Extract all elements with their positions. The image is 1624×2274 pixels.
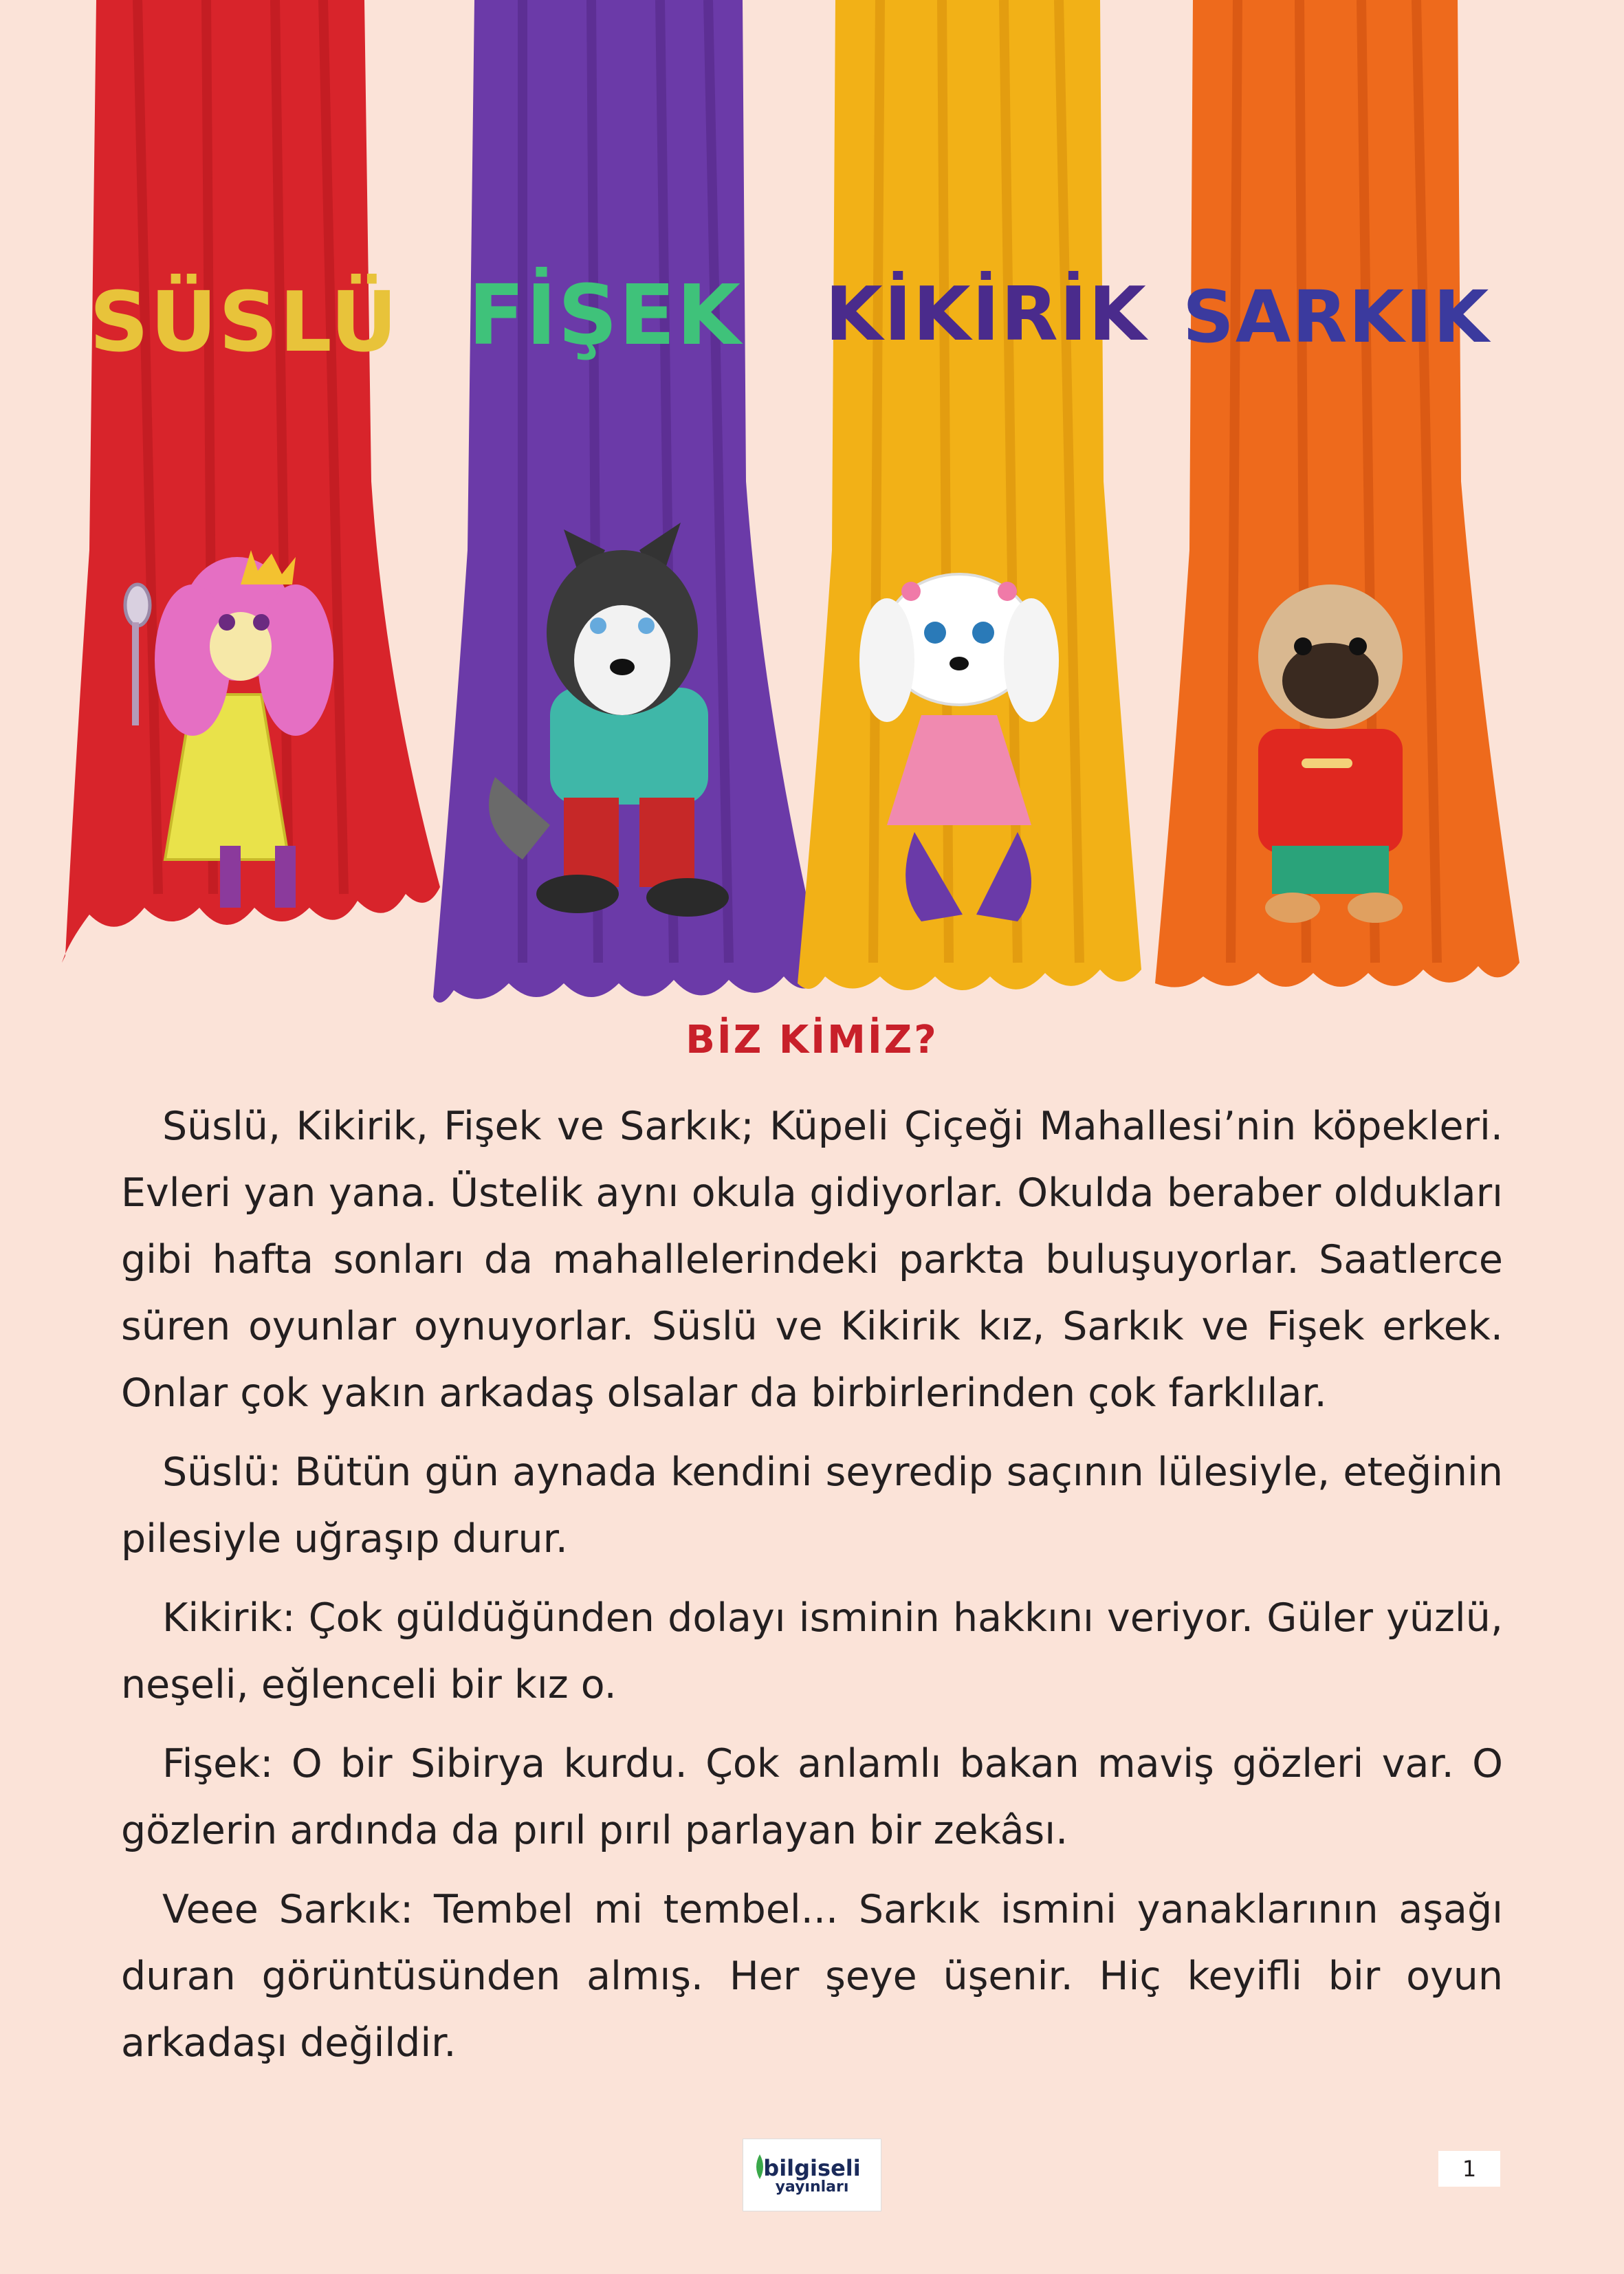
page-title: BİZ KİMİZ? — [685, 1018, 939, 1062]
paragraph-fisek: Fişek: O bir Sibirya kurdu. Çok anlamlı bakan maviş gözleri var. O gözlerin ardında da pırıl pırıl parlayan bir zekâsı. — [121, 1741, 1503, 1853]
banner-label-kikirik: KİKİRİK — [825, 272, 1148, 358]
character-banners — [0, 0, 1624, 1018]
paragraph-intro: Süslü, Kikirik, Fişek ve Sarkık; Küpeli Çiçeği Mahallesi’nin köpekleri. Evleri yan yana. Üstelik aynı okula gidiyorlar. Okulda beraber oldukları gibi hafta sonları da mahallelerindeki parkta buluşuyorlar. Saatlerce süren oyunlar oynuyorlar. Süslü ve Kikirik kız, Sarkık ve Fişek erkek. Onlar çok yakın arkadaş olsalar da birbirlerinden çok farklılar. — [121, 1104, 1503, 1416]
page-number: 1 — [1438, 2151, 1500, 2187]
paragraph-sarkik: Veee Sarkık: Tembel mi tembel... Sarkık ismini yanaklarının aşağı duran görüntüsünden almış. Her şeye üşenir. Hiç keyifli bir oyun arkadaşı değildir. — [121, 1887, 1503, 2066]
paragraph-kikirik: Kikirik: Çok güldüğünden dolayı isminin hakkını veriyor. Güler yüzlü, neşeli, eğlenceli bir kız o. — [121, 1595, 1503, 1707]
paragraph-susl: Süslü: Bütün gün aynada kendini seyredip saçının lülesiyle, eteğinin pilesiyle uğraşıp durur. — [121, 1450, 1503, 1562]
banner-label-susl: SÜSLÜ — [89, 275, 399, 371]
banner-illustration — [0, 0, 1624, 1018]
sarkik-character — [1258, 584, 1403, 923]
leaf-icon — [753, 2153, 767, 2180]
story-text — [121, 1093, 1503, 2089]
logo-line-2: yayınları — [775, 2178, 849, 2196]
banner-kikirik-curtain — [798, 0, 1148, 990]
banner-label-fisek: FİŞEK — [468, 268, 742, 364]
banner-label-sarkik: SARKIK — [1183, 275, 1491, 359]
banner-fisek-curtain — [433, 0, 825, 1003]
logo-line-1: bilgiseli — [763, 2154, 861, 2181]
publisher-logo — [743, 2139, 881, 2211]
